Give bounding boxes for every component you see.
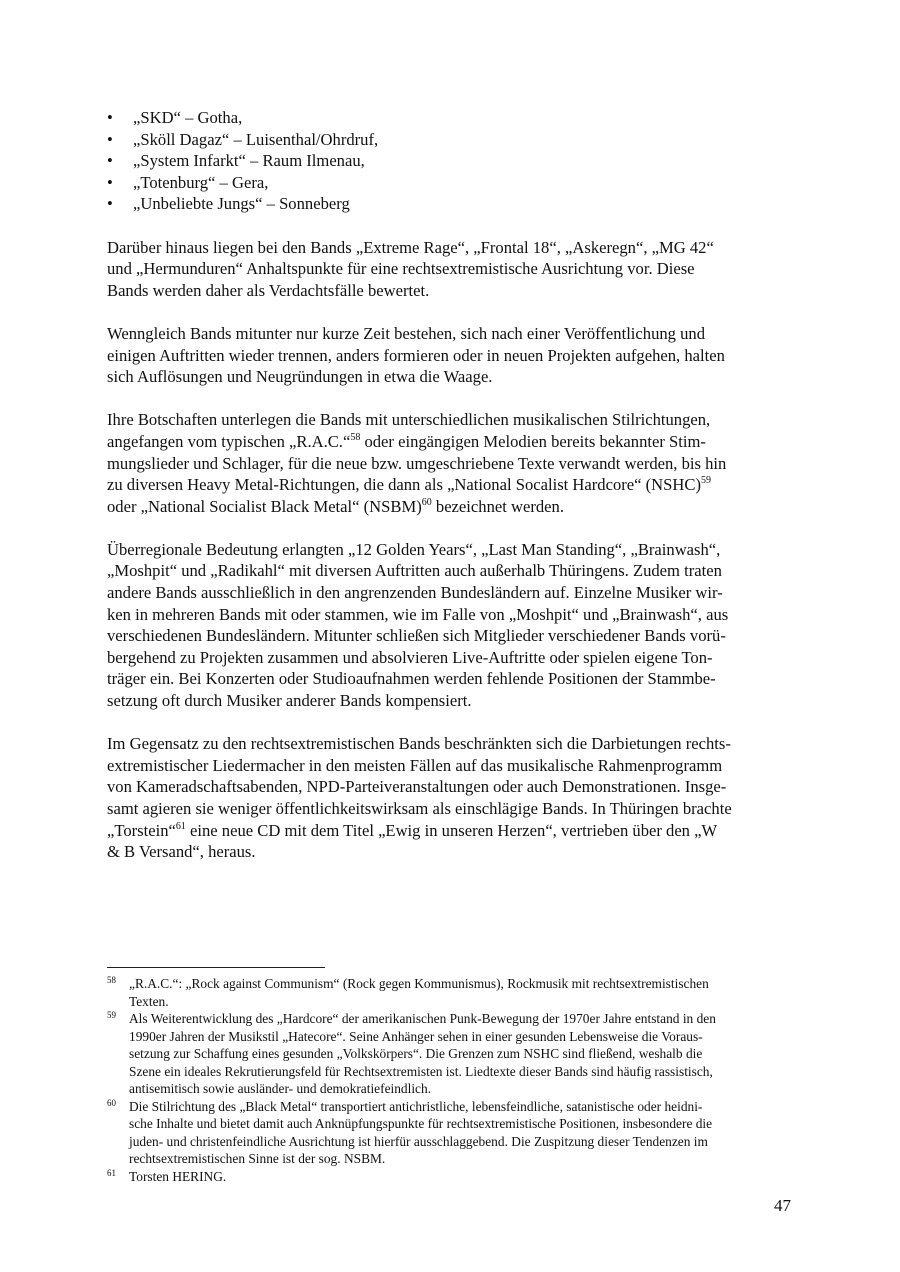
footnote-divider <box>107 967 325 968</box>
list-item-text: „SKD“ – Gotha, <box>133 108 243 127</box>
footnote-ref-58[interactable]: 58 <box>350 431 361 443</box>
footnote-60 <box>107 1098 791 1168</box>
footnote-ref-60[interactable]: 60 <box>421 496 432 508</box>
footnote-58 <box>107 975 791 1010</box>
bullet-icon: • <box>107 172 113 192</box>
list-item <box>107 172 791 194</box>
list-item-text: „Unbeliebte Jungs“ – Sonneberg <box>133 194 350 214</box>
list-item-text: „Sköll Dagaz“ – Luisenthal/Ohrdruf, <box>133 129 379 149</box>
footnote-text: Die Stilrichtung des „Black Metal“ transportiert antichristliche, lebensfeindliche, satanistische oder heidni- sche Inhalte und bietet damit auch Anknüpfungspunkte für rechtsextremistische Positionen, insbesondere die juden- und christenfeindliche Ausrichtung ist hierfür ausschlaggebend. Die Zuspitzung dieser Tendenzen im rechtsextremistischen Sinne ist der sog. NSBM. <box>129 1098 713 1166</box>
page-number: 47 <box>774 1196 791 1215</box>
bullet-icon: • <box>107 108 113 127</box>
footnote-59 <box>107 1010 791 1098</box>
footnote-number: 60 <box>107 1097 116 1108</box>
text-run: eine neue CD mit dem Titel „Ewig in unseren Herzen“, vertrieben über den „W & B Versand“, heraus. <box>107 820 718 862</box>
paragraph-music-styles <box>107 409 791 517</box>
paragraph-songwriters <box>107 733 791 863</box>
footnote-ref-59[interactable]: 59 <box>700 475 711 487</box>
paragraph-regional-significance: Überregionale Bedeutung erlangten „12 Golden Years“, „Last Man Standing“, „Brainwash“, „Moshpit“ und „Radikahl“ mit diversen Auftritten auch außerhalb Thüringens. Zudem traten andere Bands ausschließlich in den angrenzenden Bundesländern auf. Einzelne Musiker wir- ken in mehreren Bands mit oder stammen, wie im Falle von „Moshpit“ und „Brainwash“, aus verschiedenen Bundesländern. Mitunter schließen sich Mitglieder verschiedener Bands vorü- bergehend zu Projekten zusammen und absolvieren Live-Auftritte oder spielen eigene Ton- träger ein. Bei Konzerten oder Studioaufnahmen werden fehlende Positionen der Stammbe- setzung oft durch Musiker anderer Bands kompensiert. <box>107 539 729 711</box>
document-body <box>107 107 791 863</box>
text-run: oder eingängigen Melodien bereits bekannter Stim- mungslieder und Schlager, für die neue bzw. umgeschriebene Texte verwandt werden, bis hin zu diversen Heavy Metal-Richtungen, die dann als „National Socalist Hardcore“ (NSHC) <box>107 431 727 495</box>
text-run: Im Gegensatz zu den rechtsextremistischen Bands beschränkten sich die Darbietungen rechts- extremistischer Liedermacher in den meisten Fällen auf das musikalische Rahmenprogramm von Kameradschaftsabenden, NPD-Parteiveranstaltungen oder auch Demonstrationen. Insge- samt agieren sie weniger öffentlichkeitswirksam als einschlägige Bands. In Thüringen brachte „Torstein“ <box>107 734 732 840</box>
list-item-text: „System Infarkt“ – Raum Ilmenau, <box>133 151 365 171</box>
footnote-61 <box>107 1168 791 1186</box>
band-list <box>107 107 791 215</box>
footnote-number: 58 <box>107 975 116 985</box>
footnote-number: 59 <box>107 1010 116 1020</box>
footnote-number: 61 <box>107 1167 116 1178</box>
footnote-text: Torsten HERING. <box>129 1168 227 1184</box>
text-run: oder „National Socialist Black Metal“ (NSBM) <box>107 496 422 516</box>
list-item <box>107 193 791 215</box>
list-item <box>107 129 791 151</box>
paragraph-suspected-bands: Darüber hinaus liegen bei den Bands „Extreme Rage“, „Frontal 18“, „Askeregn“, „MG 42“ und „Hermunduren“ Anhaltspunkte für eine rechtsextremistische Ausrichtung vor. Diese Bands werden daher als Verdachtsfälle bewertet. <box>107 237 714 300</box>
text-run: Ihre Botschaften unterlegen die Bands mit unterschiedlichen musikalischen Stilrichtungen, angefangen vom typischen „R.A.C.“ <box>107 410 711 451</box>
bullet-icon: • <box>107 129 113 149</box>
text-run: bezeichnet werden. <box>431 496 564 516</box>
list-item-text: „Totenburg“ – Gera, <box>133 172 269 192</box>
paragraph-band-changes: Wenngleich Bands mitunter nur kurze Zeit bestehen, sich nach einer Veröffentlichung und einigen Auftritten wieder trennen, anders formieren oder in neuen Projekten aufgehen, halten sich Auflösungen und Neugründungen in etwa die Waage. <box>107 323 725 387</box>
footnotes <box>107 975 791 1185</box>
list-item <box>107 107 791 129</box>
bullet-icon: • <box>107 151 113 171</box>
list-item <box>107 150 791 172</box>
footnote-text: Als Weiterentwicklung des „Hardcore“ der amerikanischen Punk-Bewegung der 1970er Jahre entstand in den 1990er Jahren der Musikstil „Hatecore“. Seine Anhänger sehen in einer gesunden Lebensweise die Voraus- setzung zur Schaffung eines gesunden „Volkskörpers“. Die Grenzen zum NSHC sind fließend, weshalb die Szene ein ideales Rekrutierungsfeld für Rechtsextremisten ist. Liedtexte dieser Bands sind häufig rassistisch, antisemitisch sowie ausländer- und demokratiefeindlich. <box>129 1011 716 1096</box>
bullet-icon: • <box>107 194 113 214</box>
footnote-text: „R.A.C.“: „Rock against Communism“ (Rock gegen Kommunismus), Rockmusik mit rechtsextremistischen Texten. <box>129 976 709 1009</box>
footnote-ref-61[interactable]: 61 <box>175 820 186 832</box>
